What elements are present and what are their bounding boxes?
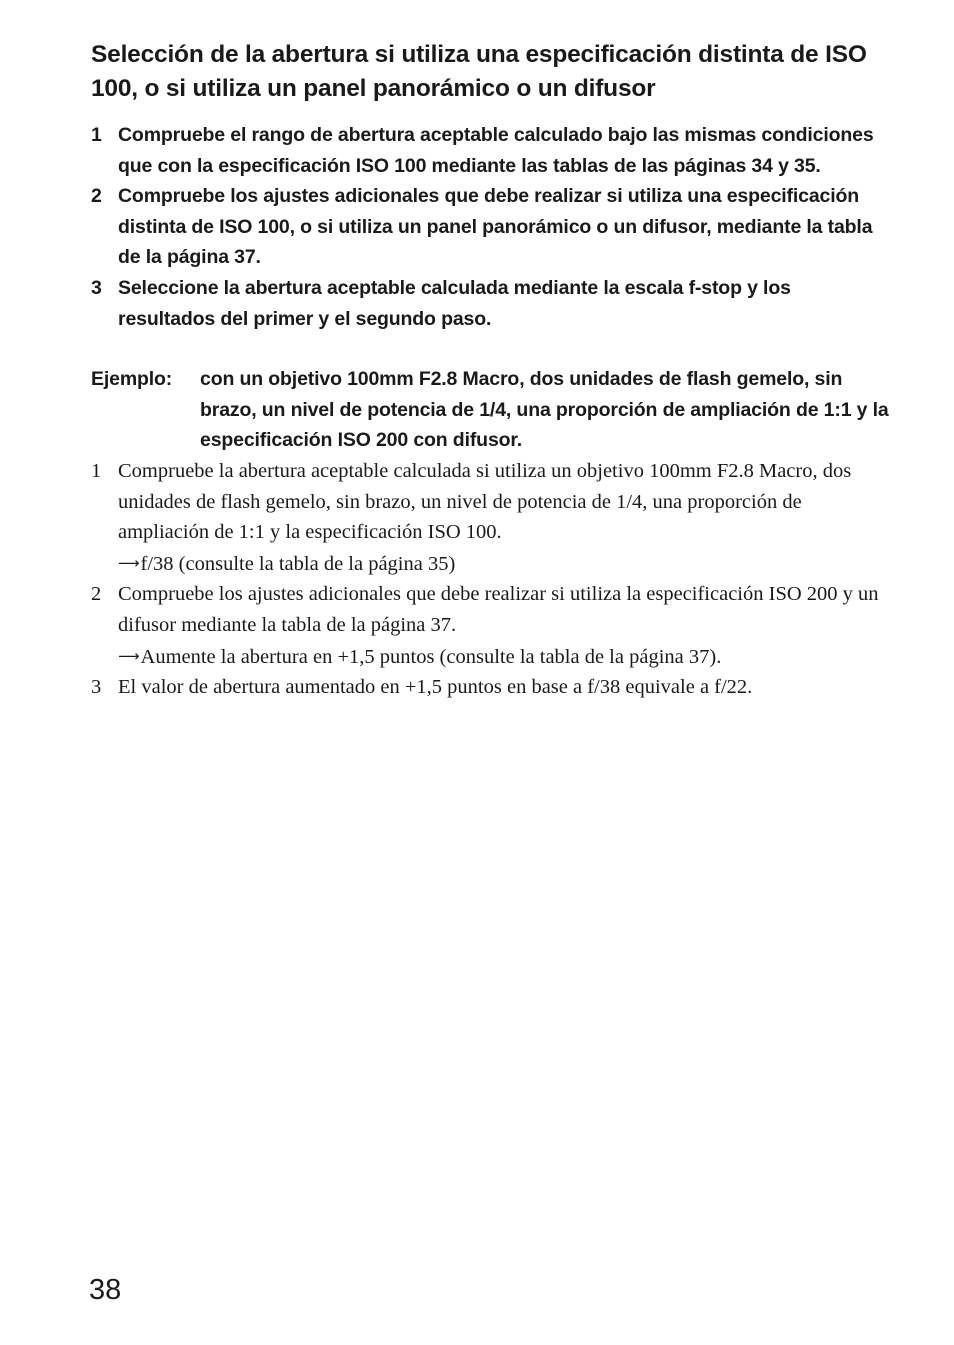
right-arrow-icon: ⟶ — [118, 553, 140, 572]
page-number: 38 — [89, 1274, 122, 1306]
solution-step — [91, 456, 891, 579]
procedure-step — [91, 273, 891, 334]
solution-step-body — [118, 579, 891, 672]
step-text: Compruebe los ajustes adicionales que debe realizar si utiliza una especificación distinta de ISO 100, o si utiliza un panel panorámico o un difusor, mediante la tabla de la página 37. — [118, 185, 873, 269]
solution-result — [118, 548, 891, 580]
solution-step-text: Compruebe los ajustes adicionales que debe realizar si utiliza la especificación ISO 200 y un difusor mediante la tabla de la página 37. — [118, 583, 879, 636]
solution-result-text: f/38 (consulte la tabla de la página 35) — [140, 552, 456, 575]
procedure-step — [91, 120, 891, 181]
solution-step-number: 3 — [91, 676, 102, 699]
section-title: Selección de la abertura si utiliza una especificación distinta de ISO 100, o si utiliza un panel panorámico o un difusor — [91, 41, 867, 102]
solution-step-number: 1 — [91, 459, 102, 482]
step-number: 2 — [91, 185, 102, 208]
example-text: con un objetivo 100mm F2.8 Macro, dos unidades de flash gemelo, sin brazo, un nivel de potencia de 1/4, una proporción de ampliación de 1:1 y la especificación ISO 200 con difusor. — [200, 368, 889, 452]
example-solution — [91, 456, 891, 703]
solution-step-number: 2 — [91, 583, 102, 606]
example-label: Ejemplo: — [91, 368, 173, 391]
page-content — [91, 38, 891, 703]
solution-step-body — [118, 456, 891, 579]
solution-result-text: Aumente la abertura en +1,5 puntos (consulte la tabla de la página 37). — [140, 645, 722, 668]
step-text: Seleccione la abertura aceptable calculada mediante la escala f-stop y los resultados del primer y el segundo paso. — [118, 276, 791, 330]
example-block — [91, 364, 891, 456]
solution-step-text: El valor de abertura aumentado en +1,5 puntos en base a f/38 equivale a f/22. — [118, 676, 753, 699]
procedure-step — [91, 181, 891, 273]
solution-step — [91, 579, 891, 672]
solution-step — [91, 672, 891, 703]
right-arrow-icon: ⟶ — [118, 646, 140, 665]
step-text: Compruebe el rango de abertura aceptable calculado bajo las mismas condiciones que con la especificación ISO 100 mediante las tablas de las páginas 34 y 35. — [118, 124, 874, 177]
step-number: 3 — [91, 276, 102, 299]
procedure-steps — [91, 120, 891, 334]
step-number: 1 — [91, 124, 102, 146]
solution-step-text: Compruebe la abertura aceptable calculada si utiliza un objetivo 100mm F2.8 Macro, dos unidades de flash gemelo, sin brazo, un nivel de potencia de 1/4, una proporción de ampliación de 1:1 y la especificación ISO 100. — [118, 459, 852, 544]
solution-result — [118, 641, 891, 673]
